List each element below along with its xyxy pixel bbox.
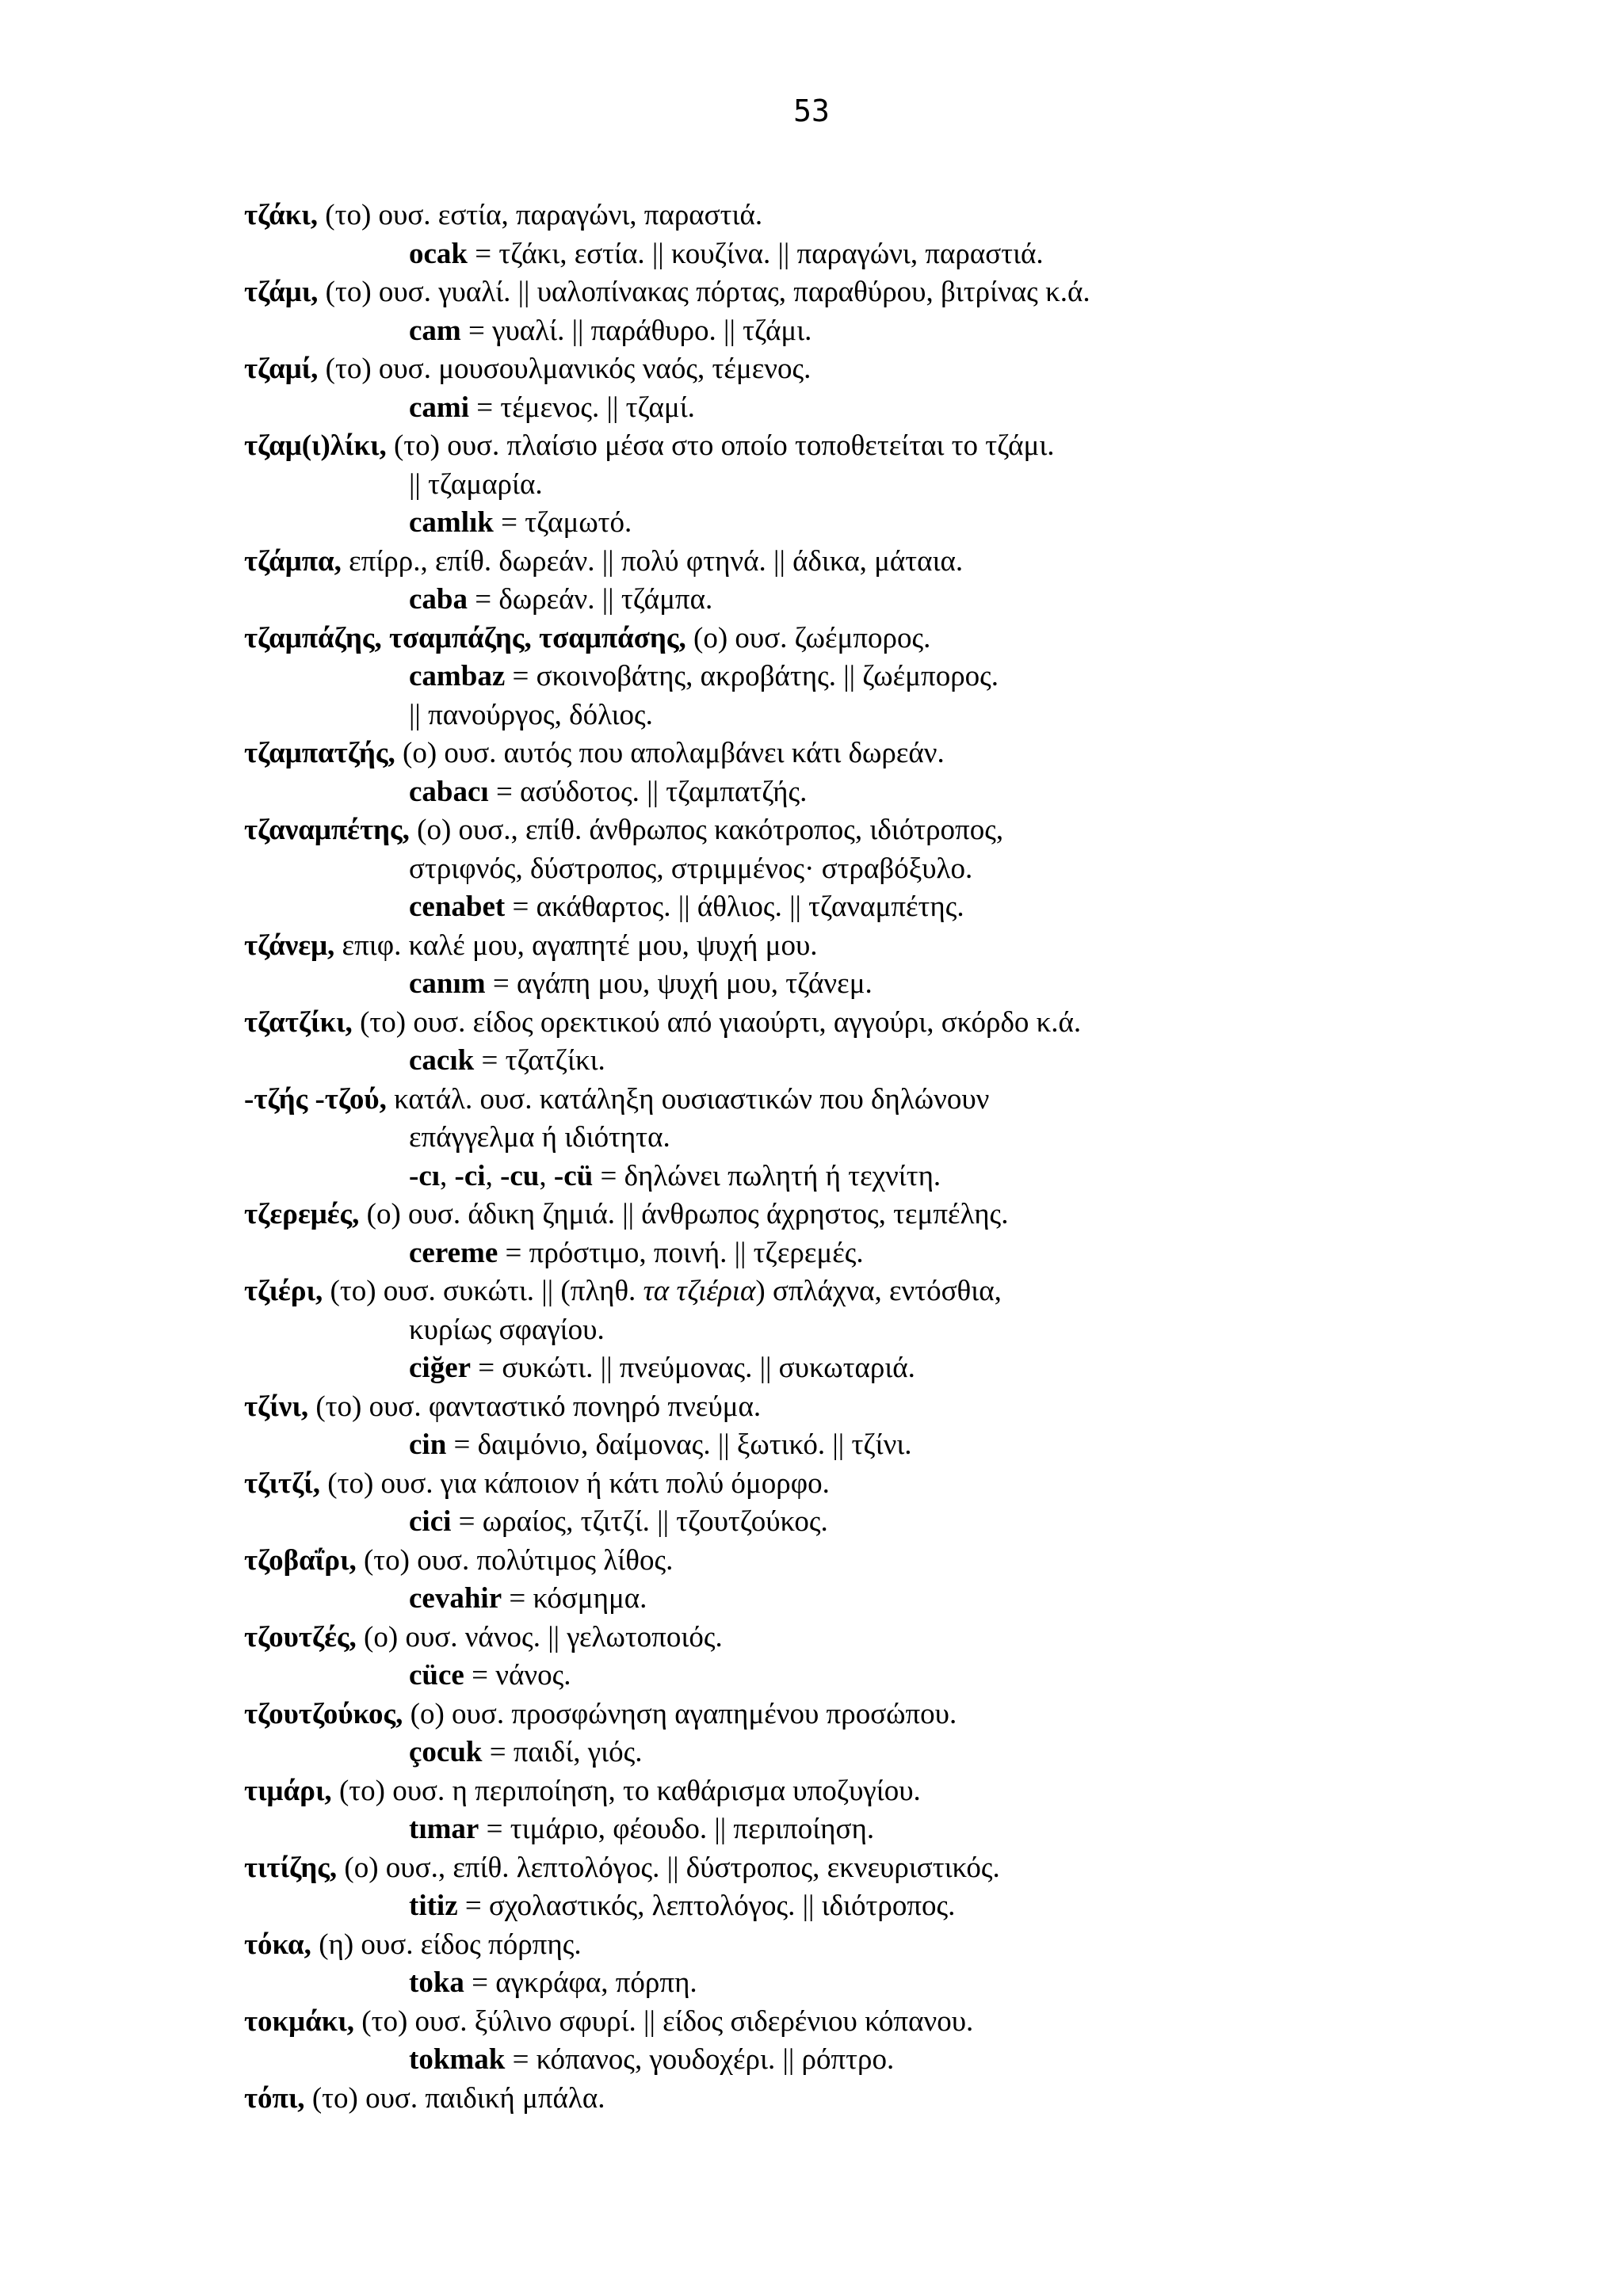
turkish-etymon-line [244,1042,1544,1081]
definition-text: = δωρεάν. || τζάμπα. [468,583,713,616]
turkish-word: cam [409,314,461,347]
definition-text: κατάλ. ουσ. κατάληξη ουσιαστικών που δηλώνουν [386,1082,990,1116]
turkish-word: cami [409,391,470,424]
definition-text: (ο) ουσ. άδικη ζημιά. || άνθρωπος άχρηστος, τεμπέλης. [359,1198,1009,1230]
headword: τόκα, [244,1928,311,1961]
definition-text: (το) ουσ. συκώτι. || (πληθ. [323,1275,643,1307]
entry-headword-line [244,927,1544,966]
entry-continuation-line [244,850,1544,889]
definition-text: επάγγελμα ή ιδιότητα. [409,1121,670,1154]
definition-text: επιφ. καλέ μου, αγαπητέ μου, ψυχή μου. [334,929,818,962]
definition-text: (ο) ουσ., επίθ. άνθρωπος κακότροπος, ιδιότροπος, [409,814,1004,846]
headword: τζιέρι, [244,1275,323,1307]
turkish-word: titiz [409,1890,458,1922]
definition-text: = κόσμημα. [502,1582,647,1615]
headword: τιμάρι, [244,1774,332,1807]
turkish-word: tımar [409,1813,479,1845]
turkish-etymon-line [244,1887,1544,1926]
headword: τζουτζές, [244,1620,357,1653]
entry-headword-line [244,1004,1544,1043]
entry-headword-line [244,1081,1544,1119]
turkish-etymon-line [244,888,1544,927]
definition-text: = παιδί, γιός. [482,1736,643,1768]
turkish-word: -cı [409,1159,441,1192]
headword: τζάμι, [244,276,319,308]
definition-text: (το) ουσ. είδος ορεκτικού από γιαούρτι, αγγούρι, σκόρδο κ.ά. [352,1005,1082,1039]
definition-text: (το) ουσ. ξύλινο σφυρί. || είδος σιδερένιου κόπανου. [354,2004,974,2038]
turkish-word: -ci [454,1159,486,1192]
turkish-word: camlık [409,506,494,539]
turkish-word: cevahir [409,1582,502,1615]
turkish-etymon-line [244,965,1544,1004]
headword: τζίνι, [244,1390,309,1423]
definition-text: ) σπλάχνα, εντόσθια, [755,1275,1002,1307]
turkish-etymon-line [244,773,1544,812]
turkish-etymon-line [244,1580,1544,1619]
turkish-etymon-line [244,1158,1544,1196]
italic-text: τα τζιέρια [643,1275,756,1307]
turkish-etymon-line [244,504,1544,543]
entry-headword-line [244,620,1544,658]
definition-text: (ο) ουσ. ζωέμπορος. [685,621,931,654]
definition-text: = τζαμωτό. [493,506,632,539]
definition-text: = τζατζίκι. [474,1044,605,1077]
definition-text: κυρίως σφαγίου. [409,1313,605,1346]
turkish-word: cin [409,1428,447,1461]
entry-headword-line [244,734,1544,773]
entry-continuation-line [244,1311,1544,1350]
headword: τζαμπατζής, [244,737,395,769]
headword: τζάκι, [244,199,318,231]
turkish-etymon-line [244,1503,1544,1542]
turkish-etymon-line [244,1733,1544,1772]
definition-text: (το) ουσ. πολύτιμος λίθος. [356,1543,674,1577]
turkish-word: cambaz [409,660,506,692]
entry-headword-line [244,1926,1544,1965]
definition-text: , [485,1159,501,1192]
turkish-word: tokmak [409,2043,506,2076]
turkish-word: -cu [500,1159,540,1192]
definition-text: = συκώτι. || πνεύμονας. || συκωταριά. [471,1352,915,1384]
turkish-word: cici [409,1505,452,1538]
turkish-word: cenabet [409,891,506,923]
definition-text: = νάνος. [464,1659,571,1691]
definition-text: = τιμάριο, φέουδο. || περιποίηση. [479,1813,875,1845]
headword: τζοβαΐρι, [244,1543,357,1577]
turkish-word: toka [409,1966,464,1999]
definition-text: = σχολαστικός, λεπτολόγος. || ιδιότροπος. [457,1890,956,1922]
entry-headword-line [244,196,1544,235]
definition-text: , [539,1159,554,1192]
page-number: 53 [793,93,830,128]
entry-headword-line [244,811,1544,850]
definition-text: (το) ουσ. εστία, παραγώνι, παραστιά. [318,199,763,231]
definition-text: (το) ουσ. για κάποιον ή κάτι πολύ όμορφο. [320,1466,830,1500]
definition-text: (το) ουσ. φανταστικό πονηρό πνεύμα. [308,1390,762,1423]
entry-headword-line [244,1849,1544,1888]
entry-headword-line [244,1272,1544,1311]
turkish-etymon-line [244,2041,1544,2080]
definition-text: (ο) ουσ., επίθ. λεπτολόγος. || δύστροπος, εκνευριστικός. [337,1851,1000,1884]
turkish-etymon-line [244,1810,1544,1849]
turkish-word: -cü [553,1159,594,1192]
definition-text: = κόπανος, γουδοχέρι. || ρόπτρο. [505,2043,895,2076]
entry-headword-line [244,273,1544,312]
definition-text: || τζαμαρία. [409,467,543,501]
headword: τιτίζης, [244,1851,338,1884]
turkish-word: canım [409,967,486,1000]
headword: -τζής -τζού, [244,1082,387,1116]
definition-text: στριφνός, δύστροπος, στριμμένος· στραβόξυλο. [409,852,973,885]
turkish-etymon-line [244,312,1544,351]
turkish-word: cacık [409,1044,475,1077]
dictionary-entries [244,196,1544,2118]
turkish-word: çocuk [409,1736,483,1768]
turkish-etymon-line [244,658,1544,696]
definition-text: (ο) ουσ. προσφώνηση αγαπημένου προσώπου. [403,1697,957,1730]
headword: τζαμ(ι)λίκι, [244,429,387,462]
turkish-word: cereme [409,1236,498,1269]
headword: τζαμπάζης, τσαμπάζης, τσαμπάσης, [244,621,686,654]
entry-headword-line [244,1388,1544,1427]
entry-headword-line [244,1772,1544,1811]
definition-text: (το) ουσ. μουσουλμανικός ναός, τέμενος. [318,353,812,385]
turkish-etymon-line [244,1234,1544,1273]
turkish-word: cüce [409,1659,464,1691]
entry-continuation-line [244,696,1544,735]
definition-text: = πρόστιμο, ποινή. || τζερεμές. [498,1236,864,1269]
definition-text: = τζάκι, εστία. || κουζίνα. || παραγώνι, παραστιά. [468,237,1044,270]
definition-text: = σκοινοβάτης, ακροβάτης. || ζωέμπορος. [505,660,999,692]
headword: τζαναμπέτης, [244,814,410,846]
turkish-word: ciğer [409,1352,472,1384]
definition-text: = αγκράφα, πόρπη. [464,1966,697,1999]
definition-text: = ωραίος, τζιτζί. || τζουτζούκος. [451,1505,828,1538]
definition-text: = ακάθαρτος. || άθλιος. || τζαναμπέτης. [505,891,964,923]
turkish-etymon-line [244,235,1544,274]
turkish-word: cabacı [409,775,489,808]
definition-text: = δηλώνει πωλητή ή τεχνίτη. [593,1159,941,1192]
entry-continuation-line [244,466,1544,505]
definition-text: (η) ουσ. είδος πόρπης. [311,1928,582,1961]
entry-headword-line [244,350,1544,389]
definition-text: , [440,1159,455,1192]
turkish-etymon-line [244,1349,1544,1388]
definition-text: (ο) ουσ. νάνος. || γελωτοποιός. [356,1620,723,1653]
definition-text: = ασύδοτος. || τζαμπατζής. [488,775,808,808]
headword: τζάμπα, [244,544,342,578]
entry-headword-line [244,543,1544,582]
definition-text: (το) ουσ. η περιποίηση, το καθάρισμα υποζυγίου. [331,1774,921,1807]
headword: τόπι, [244,2081,305,2115]
definition-text: = τέμενος. || τζαμί. [469,391,695,424]
definition-text: επίρρ., επίθ. δωρεάν. || πολύ φτηνά. || άδικα, μάταια. [341,544,964,578]
entry-headword-line [244,2003,1544,2042]
entry-headword-line [244,1196,1544,1234]
entry-headword-line [244,2080,1544,2119]
headword: τζουτζούκος, [244,1697,403,1730]
entry-headword-line [244,1695,1544,1734]
definition-text: (το) ουσ. γυαλί. || υαλοπίνακας πόρτας, παραθύρου, βιτρίνας κ.ά. [318,276,1090,308]
turkish-etymon-line [244,1426,1544,1465]
entry-headword-line [244,427,1544,466]
turkish-word: caba [409,583,468,616]
definition-text: (ο) ουσ. αυτός που απολαμβάνει κάτι δωρεάν. [395,737,945,769]
headword: τζατζίκι, [244,1005,353,1039]
definition-text: (το) ουσ. πλαίσιο μέσα στο οποίο τοποθετείται το τζάμι. [386,429,1055,462]
headword: τζάνεμ, [244,929,335,962]
definition-text: || πανούργος, δόλιος. [409,698,653,731]
definition-text: = δαιμόνιο, δαίμονας. || ξωτικό. || τζίνι. [446,1428,912,1461]
turkish-etymon-line [244,389,1544,428]
entry-headword-line [244,1619,1544,1657]
entry-continuation-line [244,1119,1544,1158]
definition-text: = γυαλί. || παράθυρο. || τζάμι. [460,314,812,347]
definition-text: (το) ουσ. παιδική μπάλα. [304,2081,605,2115]
entry-headword-line [244,1542,1544,1581]
headword: τοκμάκι, [244,2004,354,2038]
headword: τζαμί, [244,353,319,385]
turkish-etymon-line [244,1964,1544,2003]
turkish-word: ocak [409,237,468,270]
headword: τζερεμές, [244,1198,360,1230]
turkish-etymon-line [244,581,1544,620]
headword: τζιτζί, [244,1466,320,1500]
entry-headword-line [244,1465,1544,1504]
definition-text: = αγάπη μου, ψυχή μου, τζάνεμ. [485,967,873,1000]
turkish-etymon-line [244,1657,1544,1695]
